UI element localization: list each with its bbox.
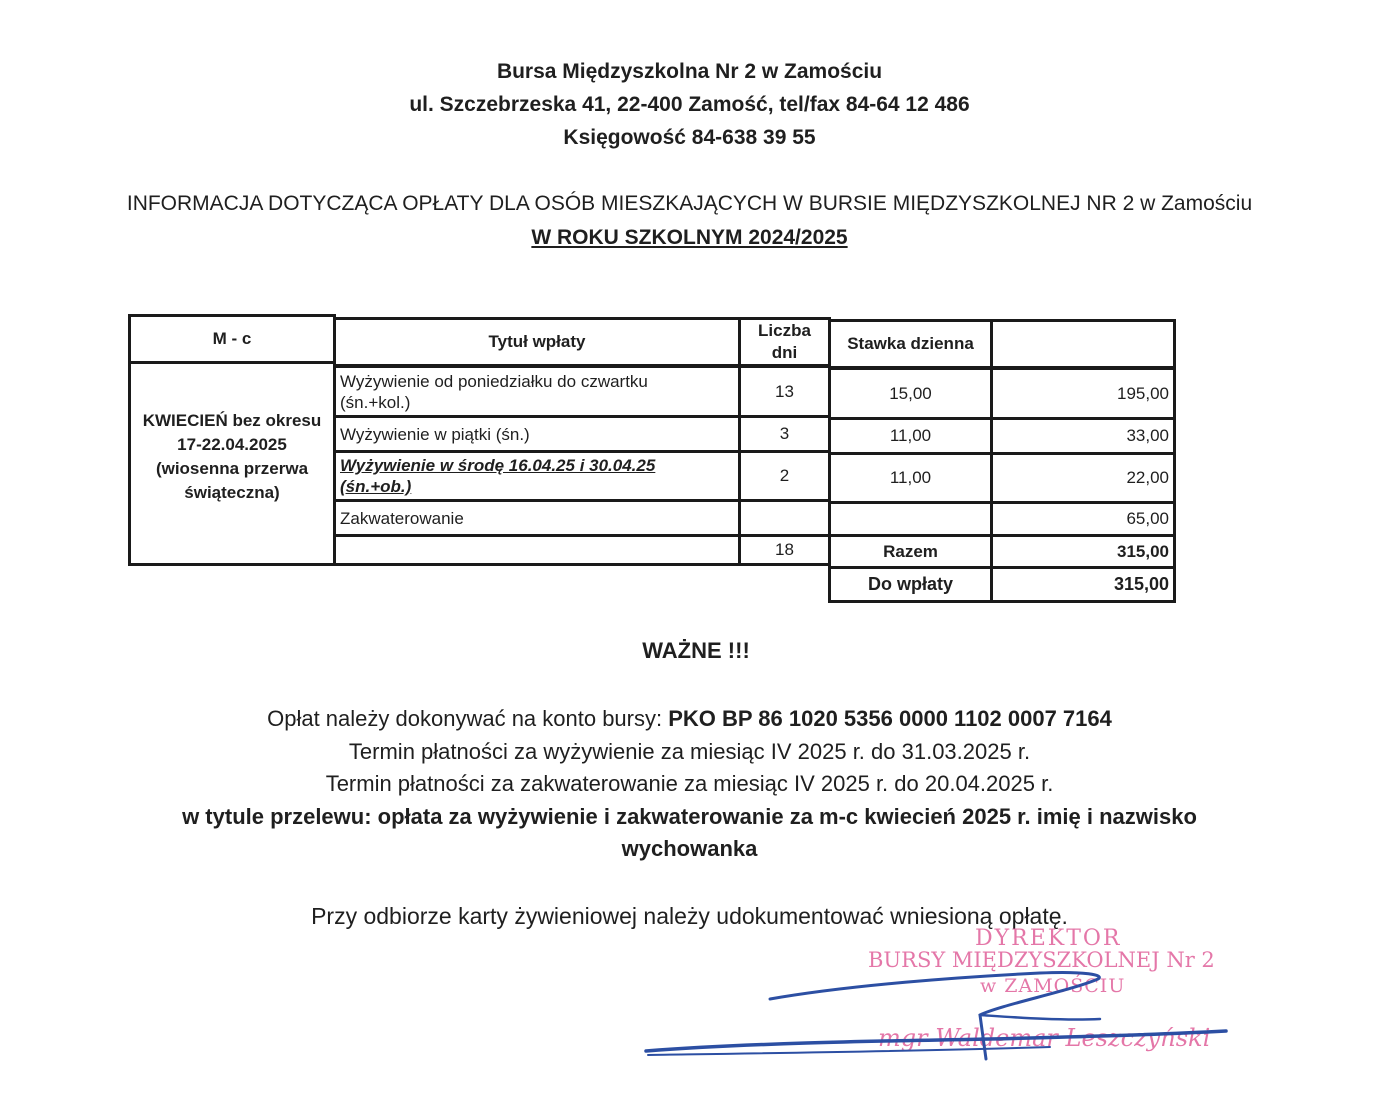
row3-amount: 22,00: [990, 452, 1176, 504]
row1-title-line1: Wyżywienie od poniedziałku do czwartku: [340, 371, 648, 391]
row3-days: 2: [738, 450, 831, 502]
row4-amount: 65,00: [990, 501, 1176, 537]
stamp-line2: BURSY MIĘDZYSZKOLNEJ Nr 2: [868, 948, 1215, 972]
month-line4: świąteczna): [184, 482, 280, 502]
transfer-title-line2: wychowanka: [621, 836, 758, 861]
month-line3: (wiosenna przerwa: [155, 458, 309, 478]
deadline-food: Termin płatności za wyżywienie za miesiąc IV 2025 r. do 31.03.2025 r.: [348, 739, 1031, 764]
row1-amount: 195,00: [990, 367, 1176, 420]
stamp-line1: DYREKTOR: [975, 926, 1122, 951]
row3-title: [333, 450, 741, 502]
header-title: Tytuł wpłaty: [333, 317, 741, 367]
institution-address: ul. Szczebrzeska 41, 22-400 Zamość, tel/fax 84-64 12 486: [409, 93, 970, 116]
row1-rate: 15,00: [828, 367, 993, 420]
row1-days: 13: [738, 365, 831, 418]
row3-rate: 11,00: [828, 452, 993, 504]
account-prefix: Opłat należy dokonywać na konto bursy:: [267, 706, 669, 731]
important-title: WAŻNE !!!: [642, 638, 750, 663]
account-line: [0, 706, 1379, 732]
stamp-line3: w ZAMOŚCIU: [980, 975, 1126, 997]
info-heading: INFORMACJA DOTYCZĄCA OPŁATY DLA OSÓB MIESZKAJĄCYCH W BURSIE MIĘDZYSZKOLNEJ NR 2 w Zamościu: [126, 192, 1253, 215]
header-days-line1: Liczba: [758, 321, 811, 340]
signature: [630, 955, 1250, 1075]
card-note: Przy odbiorze karty żywieniowej należy udokumentować wniesioną opłatę.: [311, 903, 1068, 929]
month-label: [128, 361, 336, 566]
total-amount: 315,00: [990, 534, 1176, 569]
row4-days: [738, 499, 831, 537]
accounting-phone: Księgowość 84-638 39 55: [563, 126, 816, 149]
institution-name: Bursa Międzyszkolna Nr 2 w Zamościu: [496, 60, 883, 83]
header-days-line2: dni: [771, 343, 798, 362]
due-amount: 315,00: [990, 566, 1176, 603]
month-line1: KWIECIEŃ bez okresu: [142, 410, 322, 430]
header-days: [738, 317, 831, 367]
row1-title-line2: (śn.+kol.): [340, 392, 411, 412]
account-number: PKO BP 86 1020 5356 0000 1102 0007 7164: [668, 706, 1112, 731]
month-line2: 17-22.04.2025: [177, 434, 287, 454]
school-year: W ROKU SZKOLNYM 2024/2025: [531, 226, 848, 249]
row1-title: [333, 365, 741, 418]
header-rate: Stawka dzienna: [828, 319, 993, 369]
total-days: 18: [738, 534, 831, 566]
deadline-housing: Termin płatności za zakwaterowanie za miesiąc IV 2025 r. do 20.04.2025 r.: [325, 771, 1054, 796]
row4-rate: [828, 501, 993, 537]
total-label: Razem: [828, 534, 993, 569]
row3-title-line2: (śn.+ob.): [340, 477, 412, 496]
transfer-title-line1: w tytule przelewu: opłata za wyżywienie i zakwaterowanie za m-c kwiecień 2025 r. imię i nazwisko: [182, 804, 1197, 829]
stamp-line4: mgr Waldemar Leszczyński: [878, 1024, 1211, 1052]
total-title: [333, 534, 741, 566]
header-month: M - c: [128, 314, 336, 364]
row4-title: Zakwaterowanie: [333, 499, 741, 537]
row3-title-line1: Wyżywienie w środę 16.04.25 i 30.04.25: [340, 456, 656, 475]
row2-days: 3: [738, 415, 831, 453]
row2-title: Wyżywienie w piątki (śn.): [333, 415, 741, 453]
due-label: Do wpłaty: [828, 566, 993, 603]
row2-amount: 33,00: [990, 417, 1176, 455]
row2-rate: 11,00: [828, 417, 993, 455]
header-amount: [990, 319, 1176, 369]
